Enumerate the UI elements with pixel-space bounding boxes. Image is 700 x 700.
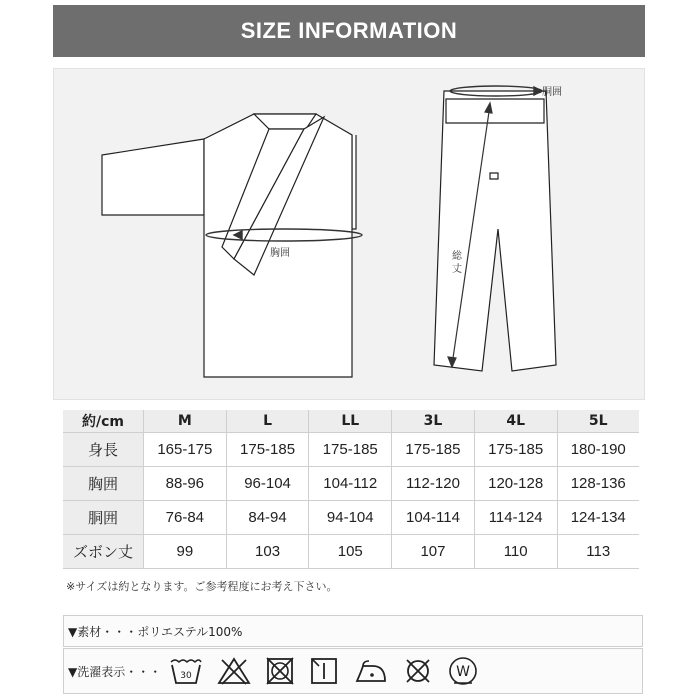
wet-clean-letter: W — [456, 664, 471, 680]
row-label: 身長 — [63, 433, 144, 467]
wet-clean-icon — [447, 655, 479, 687]
size-header: 4L — [474, 410, 557, 433]
size-header: 5L — [557, 410, 639, 433]
table-cell: 113 — [557, 535, 639, 569]
table-cell: 175-185 — [309, 433, 392, 467]
garment-diagram — [54, 69, 644, 399]
table-cell: 120-128 — [474, 467, 557, 501]
table-cell: 104-112 — [309, 467, 392, 501]
length-label-1: 総 — [452, 251, 462, 262]
table-row — [63, 467, 639, 501]
pants-body — [434, 91, 556, 371]
table-cell: 88-96 — [144, 467, 227, 501]
page-title: SIZE INFORMATION — [53, 5, 645, 57]
row-label: 胴囲 — [63, 501, 144, 535]
row-label: ズボン丈 — [63, 535, 144, 569]
care-box — [63, 648, 643, 694]
line-dry-icon — [309, 656, 339, 686]
table-cell: 175-185 — [474, 433, 557, 467]
table-cell: 110 — [474, 535, 557, 569]
row-label: 胸囲 — [63, 467, 144, 501]
table-cell: 112-120 — [392, 467, 475, 501]
iron-low-icon — [353, 656, 389, 686]
unit-header: 約/cm — [63, 410, 144, 433]
wash-temp: 30 — [180, 671, 192, 681]
jacket-drawing — [102, 114, 356, 377]
table-cell: 175-185 — [226, 433, 309, 467]
waist-label: 胴囲 — [542, 87, 562, 98]
size-note: ※サイズは約となります。ご参考程度にお考え下さい。 — [66, 580, 338, 593]
table-cell: 99 — [144, 535, 227, 569]
table-cell: 175-185 — [392, 433, 475, 467]
table-cell: 103 — [226, 535, 309, 569]
table-cell: 114-124 — [474, 501, 557, 535]
pants-drawing — [434, 91, 556, 371]
size-header: L — [226, 410, 309, 433]
table-cell: 124-134 — [557, 501, 639, 535]
no-tumble-dry-icon — [265, 656, 295, 686]
table-row — [63, 535, 639, 569]
material-text: ▼素材・・・ポリエステル100% — [68, 624, 243, 639]
table-cell: 104-114 — [392, 501, 475, 535]
chest-label: 胸囲 — [270, 248, 290, 259]
pants-waistband — [446, 99, 544, 123]
pants-pocket — [490, 173, 498, 179]
material-box — [63, 615, 643, 647]
table-cell: 76-84 — [144, 501, 227, 535]
garment-illustration — [53, 68, 645, 400]
no-dry-clean-icon — [403, 656, 433, 686]
table-row — [63, 433, 639, 467]
table-cell: 84-94 — [226, 501, 309, 535]
table-cell: 180-190 — [557, 433, 639, 467]
size-header: 3L — [392, 410, 475, 433]
table-row — [63, 501, 639, 535]
size-header: LL — [309, 410, 392, 433]
size-table-header-row — [63, 410, 639, 433]
table-cell: 107 — [392, 535, 475, 569]
table-cell: 165-175 — [144, 433, 227, 467]
care-icons — [169, 655, 479, 687]
jacket-left-sleeve — [102, 139, 204, 215]
table-cell: 128-136 — [557, 467, 639, 501]
no-bleach-icon — [217, 656, 251, 686]
table-cell: 94-104 — [309, 501, 392, 535]
table-cell: 96-104 — [226, 467, 309, 501]
care-label: ▼洗濯表示・・・ — [68, 664, 162, 679]
length-label-2: 丈 — [452, 264, 462, 275]
table-cell: 105 — [309, 535, 392, 569]
size-header: M — [144, 410, 227, 433]
wash-tub-30-icon — [169, 656, 203, 686]
size-table — [63, 410, 639, 569]
